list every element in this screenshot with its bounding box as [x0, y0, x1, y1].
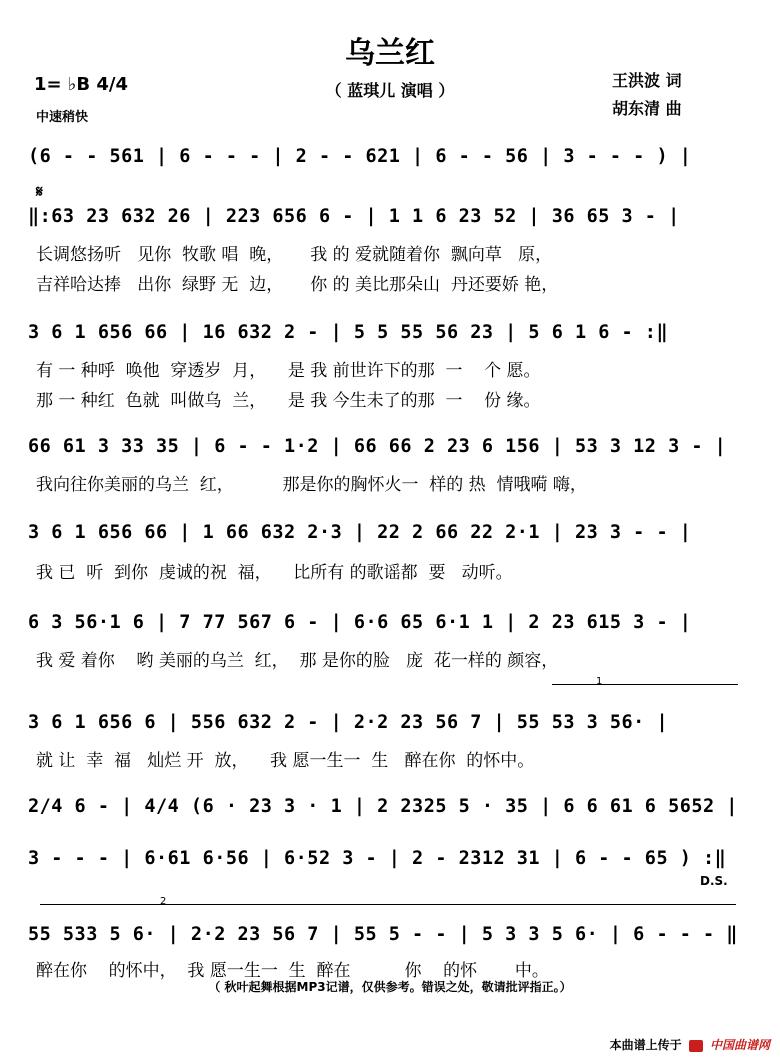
volta-number: 2	[160, 896, 167, 907]
score-line-10: 55 533 5 6· | 2·2 23 56 7 | 55 5 - - | 5 3 3 5 6· | 6 - - - ‖	[28, 924, 738, 945]
footer-prefix: 本曲谱上传于	[609, 1038, 682, 1052]
volta-bracket-2	[40, 904, 736, 905]
transcriber-note: （ 秋叶起舞根据MP3记谱，仅供参考。错误之处，敬请批评指正。）	[208, 980, 572, 994]
score-line-2: ‖:63 23 632 26 | 223 656 6 - | 1 1 6 23 52 | 36 65 3 - |	[28, 206, 680, 227]
composer-credit: 胡东清 曲	[612, 99, 682, 118]
score-line-5: 3 6 1 656 66 | 1 66 632 2·3 | 22 2 66 22 2·1 | 23 3 - - |	[28, 522, 692, 543]
volta-number: 1	[596, 676, 603, 687]
dal-segno-mark: D.S.	[700, 874, 728, 888]
site-brand: 中国曲谱网	[709, 1038, 770, 1052]
lyric-line: 有 一 种呼 唤他 穿透岁 月， 是 我 前世许下的那 一 个 愿。	[36, 361, 541, 381]
tempo-marking: 中速稍快	[36, 110, 89, 125]
lyric-line: 醉在你 的怀中， 我 愿一生一 生 醉在 你 的怀 中。	[36, 961, 549, 981]
lyric-line: 我 爱 着你 哟 美丽的乌兰 红， 那 是你的脸 庞 花一样的 颜容，	[36, 651, 559, 671]
score-line-9: 3 - - - | 6·61 6·56 | 6·52 3 - | 2 - 2312 31 | 6 - - 65 ) :‖	[28, 848, 727, 869]
source-footer	[610, 1036, 770, 1053]
song-title: 乌兰红	[345, 36, 435, 71]
score-line-7: 3 6 1 656 6 | 556 632 2 - | 2·2 23 56 7 | 55 53 3 56· |	[28, 712, 669, 733]
volta-bracket-1	[552, 684, 738, 685]
lyric-line: 我 已 听 到你 虔诚的祝 福， 比所有 的歌谣都 要 动听。	[36, 563, 513, 583]
lyric-line: 长调悠扬听 见你 牧歌 唱 晚， 我 的 爱就随着你 飘向草 原，	[36, 245, 553, 265]
score-line-3: 3 6 1 656 66 | 16 632 2 - | 5 5 55 56 23 | 5 6 1 6 - :‖	[28, 322, 669, 343]
segno-mark: 𝄋	[36, 182, 43, 201]
lyric-line: 吉祥哈达捧 出你 绿野 无 边， 你 的 美比那朵山 丹还要娇 艳，	[36, 275, 559, 295]
lyricist-credit: 王洪波 词	[612, 71, 682, 90]
score-line-6: 6 3 56·1 6 | 7 77 567 6 - | 6·6 65 6·1 1 | 2 23 615 3 - |	[28, 612, 692, 633]
lyric-line: 那 一 种红 色就 叫做乌 兰， 是 我 今生未了的那 一 份 缘。	[36, 391, 541, 411]
score-line-1: (6 - - 561 | 6 - - - | 2 - - 621 | 6 - - 56 | 3 - - - ) |	[28, 146, 692, 167]
score-line-8: 2/4 6 - | 4/4 (6 · 23 3 · 1 | 2 2325 5 · 35 | 6 6 61 6 5652 |	[28, 796, 738, 817]
lyric-line: 我向往你美丽的乌兰 红， 那是你的胸怀火一 样的 热 情哦嗬 嗨，	[36, 475, 587, 495]
key-signature: 1= ♭B 4/4	[34, 74, 128, 95]
score-line-4: 66 61 3 33 35 | 6 - - 1·2 | 66 66 2 23 6 156 | 53 3 12 3 - |	[28, 436, 727, 457]
site-logo-icon	[689, 1040, 703, 1052]
performer-line: （ 蓝琪儿 演唱 ）	[325, 81, 455, 100]
lyric-line: 就 让 幸 福 灿烂 开 放， 我 愿一生一 生 醉在你 的怀中。	[36, 751, 535, 771]
